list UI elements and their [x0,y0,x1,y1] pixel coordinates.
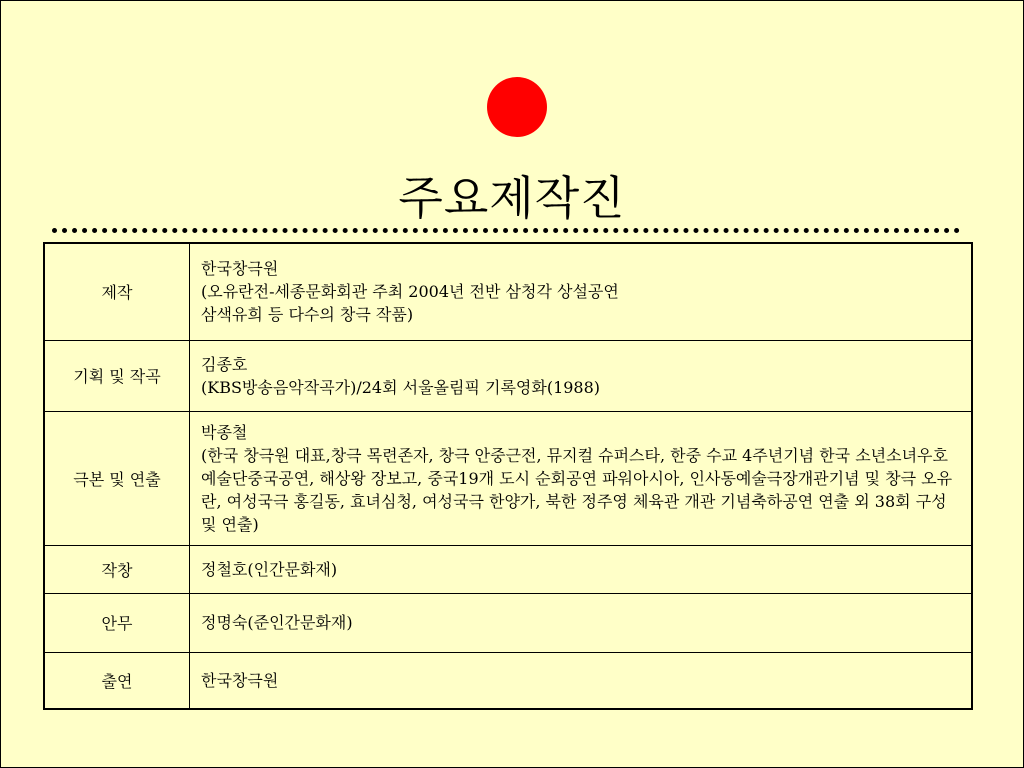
role-cell: 제작 [44,243,190,340]
info-cell [190,545,973,593]
table-row-production [44,243,972,340]
info-cell [190,593,973,652]
role-cell: 극본 및 연출 [44,411,190,545]
role-cell: 기획 및 작곡 [44,340,190,411]
role-cell: 출연 [44,652,190,709]
table-row-choreography [44,593,972,652]
red-circle-icon [487,77,547,137]
crew-table [43,242,973,710]
table-row-script-direction [44,411,972,545]
slide-title: 주요제작진 [398,171,626,225]
table-row-cast [44,652,972,709]
table-row-planning [44,340,972,411]
role-cell: 안무 [44,593,190,652]
info-cell [190,411,973,545]
info-line: 김종호 [201,354,248,374]
info-line: 삼색유희 등 다수의 창극 작품) [201,305,414,325]
info-line: 한국창극원 [201,670,279,690]
info-line: 정철호(인간문화재) [201,559,338,579]
info-cell [190,652,973,709]
info-line: 한국창극원 [201,259,279,279]
dotted-divider [52,228,960,233]
info-cell [190,243,973,340]
info-line: (오유란전-세종문화회관 주최 2004년 전반 삼청각 상설공연 [201,282,619,302]
info-line: 박종철 [201,422,248,442]
info-line: (KBS방송음악작곡가)/24회 서울올림픽 기록영화(1988) [201,377,601,397]
table-row-vocal-composition [44,545,972,593]
info-line: (한국 창극원 대표,창극 목련존자, 창극 안중근전, 뮤지컬 슈퍼스타, 한중 수교 4주년기념 한국 소년소녀우호예술단중국공연, 해상왕 장보고, 중국19개 도시 순회공연 파워아시아, 인사동예술극장개관기념 및 창극 오유란, 여성국극 홍길동, 효녀심청, 여성국극 한양가, 북한 정주영 체육관 개관 기념축하공연 연출 외 38회 구성 및 연출) [201,445,953,534]
role-cell: 작창 [44,545,190,593]
info-line: 정명숙(준인간문화재) [201,613,353,632]
info-cell [190,340,973,411]
